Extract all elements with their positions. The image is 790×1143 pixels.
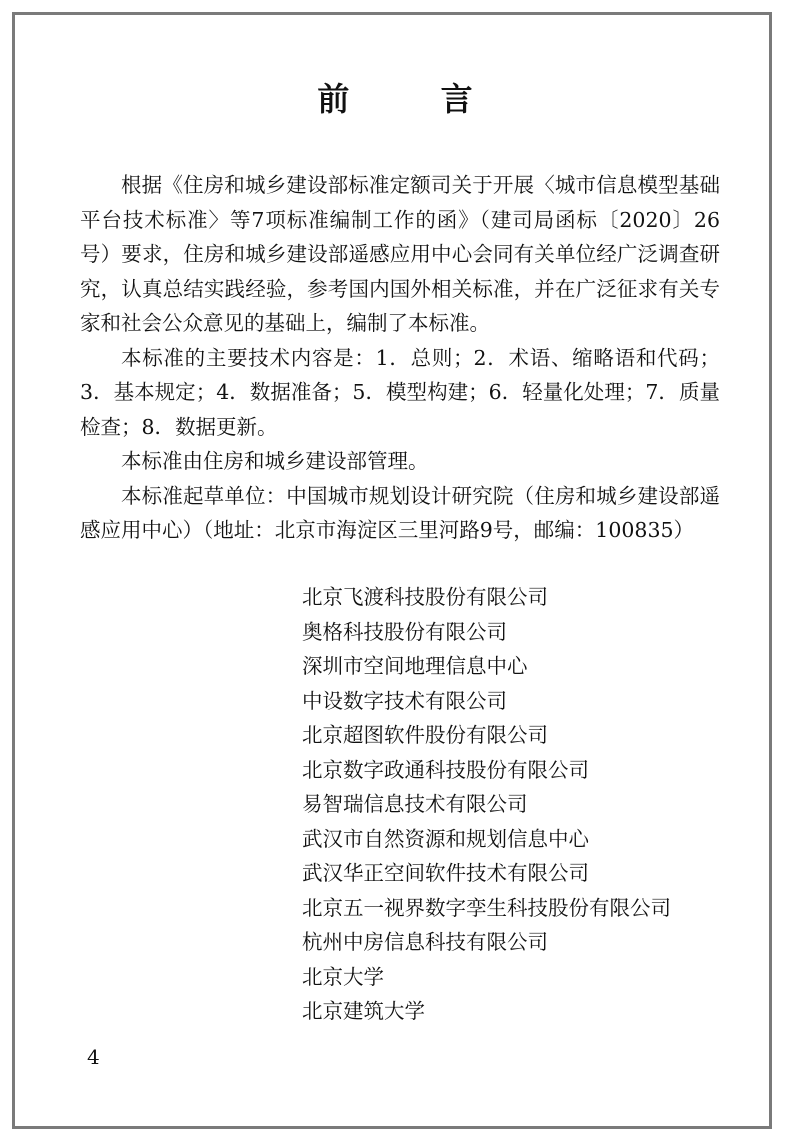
page-title: 前 言 [317, 80, 513, 118]
list-item: 中设数字技术有限公司 [302, 688, 507, 713]
list-item: 奥格科技股份有限公司 [302, 619, 507, 644]
list-item: 北京大学 [302, 964, 384, 989]
list-item: 北京超图软件股份有限公司 [302, 723, 548, 747]
paragraph-drafting-unit: 本标准起草单位：中国城市规划设计研究院（住房和城乡建设部遥感应用中心）（地址：北京市海淀区三里河路9号，邮编：100835） [80, 483, 720, 542]
list-item: 北京建筑大学 [302, 999, 425, 1023]
list-item: 易智瑞信息技术有限公司 [302, 792, 528, 816]
paragraph-main-content: 本标准的主要技术内容是：1．总则；2．术语、缩略语和代码；3．基本规定；4．数据准备；5．模型构建；6．轻量化处理；7．质量检查；8．数据更新。 [80, 345, 720, 439]
preface-body [80, 168, 720, 548]
drafting-units-list [302, 580, 671, 1029]
paragraph-basis: 根据《住房和城乡建设部标准定额司关于开展〈城市信息模型基础平台技术标准〉等7项标准编制工作的函》（建司局函标〔2020〕26号）要求，住房和城乡建设部遥感应用中心会同有关单位经广泛调查研究，认真总结实践经验，参考国内国外相关标准，并在广泛征求有关专家和社会公众意见的基础上，编制了本标准。 [80, 173, 720, 335]
list-item: 武汉市自然资源和规划信息中心 [302, 826, 589, 851]
list-item: 深圳市空间地理信息中心 [302, 654, 528, 678]
paragraph-management: 本标准由住房和城乡建设部管理。 [121, 449, 429, 473]
list-item: 杭州中房信息科技有限公司 [302, 930, 548, 954]
list-item: 北京飞渡科技股份有限公司 [302, 585, 548, 609]
list-item: 北京五一视界数字孪生科技股份有限公司 [302, 895, 671, 920]
list-item: 武汉华正空间软件技术有限公司 [302, 861, 589, 885]
list-item: 北京数字政通科技股份有限公司 [302, 757, 589, 782]
page-number: 4 [87, 1045, 100, 1069]
